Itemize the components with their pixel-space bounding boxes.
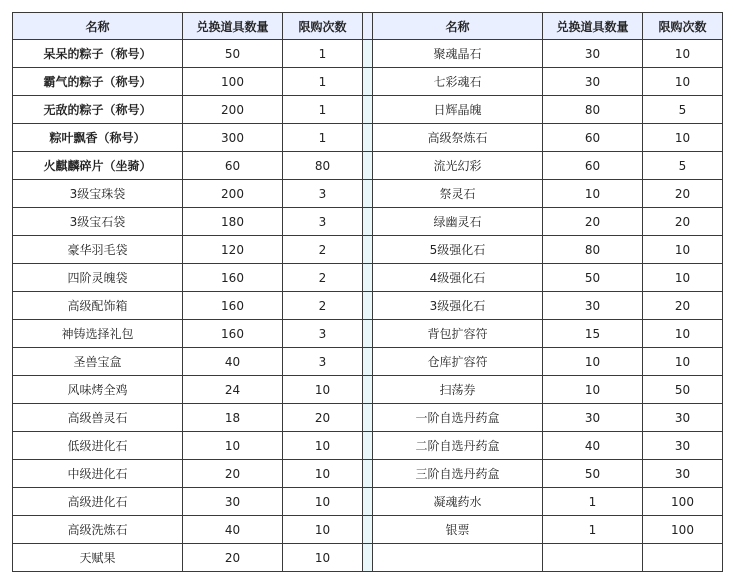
header-name-left: 名称 <box>13 13 183 40</box>
column-separator <box>363 96 373 124</box>
item-limit-cell: 3 <box>283 180 363 208</box>
item-name-cell: 背包扩容符 <box>373 320 543 348</box>
item-name-cell: 高级进化石 <box>13 488 183 516</box>
item-qty-cell: 100 <box>183 68 283 96</box>
item-qty-cell: 15 <box>543 320 643 348</box>
item-qty-cell: 160 <box>183 320 283 348</box>
item-name-cell: 火麒麟碎片（坐骑） <box>13 152 183 180</box>
item-name-cell: 神铸选择礼包 <box>13 320 183 348</box>
item-name-cell: 祭灵石 <box>373 180 543 208</box>
item-limit-cell: 20 <box>643 180 723 208</box>
item-limit-cell: 1 <box>283 68 363 96</box>
item-qty-cell: 80 <box>543 96 643 124</box>
item-qty-cell: 1 <box>543 488 643 516</box>
item-qty-cell: 20 <box>183 460 283 488</box>
item-limit-cell: 10 <box>283 432 363 460</box>
item-name-cell: 高级祭炼石 <box>373 124 543 152</box>
column-separator <box>363 404 373 432</box>
item-qty-cell: 30 <box>543 292 643 320</box>
item-name-cell: 扫荡券 <box>373 376 543 404</box>
item-limit-cell: 10 <box>643 320 723 348</box>
item-qty-cell: 60 <box>543 124 643 152</box>
item-name-cell: 霸气的粽子（称号） <box>13 68 183 96</box>
item-qty-cell: 1 <box>543 516 643 544</box>
item-name-cell: 中级进化石 <box>13 460 183 488</box>
table-body <box>13 40 723 572</box>
table-row <box>13 404 723 432</box>
item-limit-cell: 100 <box>643 516 723 544</box>
item-limit-cell: 1 <box>283 124 363 152</box>
item-name-cell: 粽叶飘香（称号） <box>13 124 183 152</box>
column-separator <box>363 348 373 376</box>
item-limit-cell <box>643 544 723 572</box>
table-row <box>13 152 723 180</box>
item-name-cell: 仓库扩容符 <box>373 348 543 376</box>
item-limit-cell: 10 <box>283 544 363 572</box>
table-row <box>13 292 723 320</box>
item-name-cell: 5级强化石 <box>373 236 543 264</box>
table-row <box>13 68 723 96</box>
item-limit-cell: 1 <box>283 40 363 68</box>
item-name-cell: 绿幽灵石 <box>373 208 543 236</box>
item-qty-cell: 160 <box>183 264 283 292</box>
header-limit-right: 限购次数 <box>643 13 723 40</box>
column-separator <box>363 432 373 460</box>
item-qty-cell: 40 <box>183 516 283 544</box>
item-qty-cell: 20 <box>543 208 643 236</box>
item-name-cell: 天赋果 <box>13 544 183 572</box>
column-separator <box>363 236 373 264</box>
item-limit-cell: 3 <box>283 320 363 348</box>
item-limit-cell: 2 <box>283 292 363 320</box>
item-limit-cell: 80 <box>283 152 363 180</box>
item-qty-cell: 200 <box>183 96 283 124</box>
column-separator <box>363 13 373 40</box>
item-limit-cell: 30 <box>643 404 723 432</box>
item-qty-cell: 30 <box>183 488 283 516</box>
item-limit-cell: 10 <box>283 516 363 544</box>
item-name-cell: 银票 <box>373 516 543 544</box>
item-qty-cell: 40 <box>183 348 283 376</box>
column-separator <box>363 40 373 68</box>
item-limit-cell: 2 <box>283 236 363 264</box>
item-limit-cell: 10 <box>283 460 363 488</box>
item-name-cell: 圣兽宝盒 <box>13 348 183 376</box>
item-name-cell: 流光幻彩 <box>373 152 543 180</box>
item-qty-cell: 10 <box>543 376 643 404</box>
item-limit-cell: 10 <box>643 236 723 264</box>
item-limit-cell: 50 <box>643 376 723 404</box>
item-limit-cell: 5 <box>643 96 723 124</box>
table-row <box>13 376 723 404</box>
item-limit-cell: 10 <box>643 40 723 68</box>
item-limit-cell: 30 <box>643 432 723 460</box>
table-row <box>13 460 723 488</box>
item-qty-cell: 30 <box>543 404 643 432</box>
item-name-cell: 三阶自选丹药盒 <box>373 460 543 488</box>
column-separator <box>363 460 373 488</box>
item-name-cell: 一阶自选丹药盒 <box>373 404 543 432</box>
item-qty-cell: 80 <box>543 236 643 264</box>
table-row <box>13 544 723 572</box>
item-limit-cell: 20 <box>643 292 723 320</box>
table-row <box>13 96 723 124</box>
item-name-cell: 高级兽灵石 <box>13 404 183 432</box>
item-name-cell: 3级宝珠袋 <box>13 180 183 208</box>
column-separator <box>363 292 373 320</box>
item-name-cell: 呆呆的粽子（称号） <box>13 40 183 68</box>
item-name-cell: 低级进化石 <box>13 432 183 460</box>
exchange-table-container <box>12 12 722 572</box>
column-separator <box>363 180 373 208</box>
table-row <box>13 236 723 264</box>
item-qty-cell: 200 <box>183 180 283 208</box>
item-qty-cell: 30 <box>543 68 643 96</box>
table-row <box>13 432 723 460</box>
item-qty-cell: 50 <box>183 40 283 68</box>
item-limit-cell: 2 <box>283 264 363 292</box>
item-name-cell <box>373 544 543 572</box>
table-row <box>13 40 723 68</box>
item-name-cell: 无敌的粽子（称号） <box>13 96 183 124</box>
item-limit-cell: 10 <box>283 376 363 404</box>
item-qty-cell: 10 <box>183 432 283 460</box>
item-name-cell: 3级宝石袋 <box>13 208 183 236</box>
column-separator <box>363 488 373 516</box>
item-limit-cell: 10 <box>283 488 363 516</box>
item-limit-cell: 100 <box>643 488 723 516</box>
item-limit-cell: 10 <box>643 348 723 376</box>
column-separator <box>363 544 373 572</box>
item-qty-cell: 40 <box>543 432 643 460</box>
table-header-row <box>13 13 723 40</box>
item-limit-cell: 10 <box>643 124 723 152</box>
item-qty-cell: 50 <box>543 460 643 488</box>
table-row <box>13 180 723 208</box>
table-row <box>13 208 723 236</box>
item-qty-cell: 10 <box>543 348 643 376</box>
item-qty-cell: 120 <box>183 236 283 264</box>
item-qty-cell: 18 <box>183 404 283 432</box>
item-qty-cell: 20 <box>183 544 283 572</box>
item-name-cell: 风味烤全鸡 <box>13 376 183 404</box>
item-qty-cell: 24 <box>183 376 283 404</box>
item-qty-cell: 50 <box>543 264 643 292</box>
item-qty-cell: 180 <box>183 208 283 236</box>
item-name-cell: 四阶灵魄袋 <box>13 264 183 292</box>
table-row <box>13 124 723 152</box>
item-limit-cell: 20 <box>283 404 363 432</box>
item-name-cell: 七彩魂石 <box>373 68 543 96</box>
item-limit-cell: 3 <box>283 348 363 376</box>
item-qty-cell: 60 <box>183 152 283 180</box>
item-name-cell: 聚魂晶石 <box>373 40 543 68</box>
item-limit-cell: 10 <box>643 264 723 292</box>
item-name-cell: 高级洗炼石 <box>13 516 183 544</box>
item-name-cell: 日辉晶魄 <box>373 96 543 124</box>
item-limit-cell: 1 <box>283 96 363 124</box>
table-row <box>13 320 723 348</box>
column-separator <box>363 264 373 292</box>
column-separator <box>363 152 373 180</box>
item-limit-cell: 30 <box>643 460 723 488</box>
column-separator <box>363 516 373 544</box>
item-qty-cell: 30 <box>543 40 643 68</box>
item-name-cell: 二阶自选丹药盒 <box>373 432 543 460</box>
column-separator <box>363 68 373 96</box>
item-qty-cell: 10 <box>543 180 643 208</box>
column-separator <box>363 124 373 152</box>
item-qty-cell: 300 <box>183 124 283 152</box>
item-qty-cell: 60 <box>543 152 643 180</box>
item-limit-cell: 5 <box>643 152 723 180</box>
header-limit-left: 限购次数 <box>283 13 363 40</box>
item-name-cell: 3级强化石 <box>373 292 543 320</box>
item-name-cell: 4级强化石 <box>373 264 543 292</box>
item-limit-cell: 3 <box>283 208 363 236</box>
item-limit-cell: 20 <box>643 208 723 236</box>
column-separator <box>363 208 373 236</box>
table-row <box>13 348 723 376</box>
table-row <box>13 264 723 292</box>
column-separator <box>363 320 373 348</box>
item-qty-cell: 160 <box>183 292 283 320</box>
item-qty-cell <box>543 544 643 572</box>
item-name-cell: 凝魂药水 <box>373 488 543 516</box>
item-name-cell: 豪华羽毛袋 <box>13 236 183 264</box>
header-qty-right: 兑换道具数量 <box>543 13 643 40</box>
table-row <box>13 488 723 516</box>
item-name-cell: 高级配饰箱 <box>13 292 183 320</box>
header-name-right: 名称 <box>373 13 543 40</box>
table-row <box>13 516 723 544</box>
column-separator <box>363 376 373 404</box>
exchange-table <box>12 12 723 572</box>
header-qty-left: 兑换道具数量 <box>183 13 283 40</box>
item-limit-cell: 10 <box>643 68 723 96</box>
